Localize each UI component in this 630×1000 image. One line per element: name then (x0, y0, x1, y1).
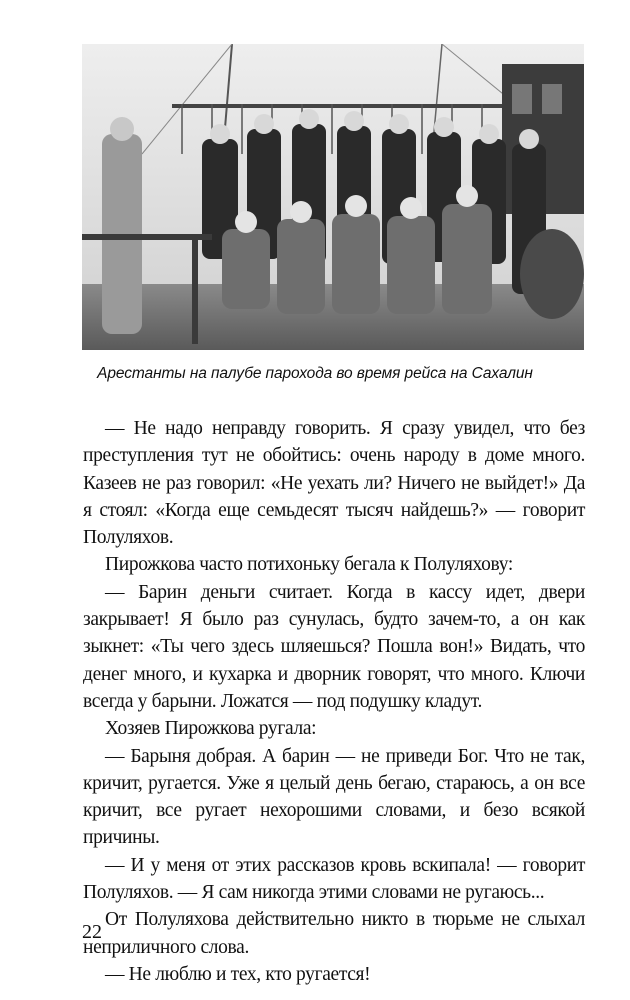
paragraph: — Барыня добрая. А барин — не приведи Бог. Что не так, кричит, ругается. Уже я целый день бегаю, стараюсь, а он все кричит, все ругает нехорошими словами, и безо всякой причины. (83, 745, 585, 849)
page-number: 22 (82, 921, 102, 943)
paragraph: — Не люблю и тех, кто ругается! (105, 963, 371, 985)
paragraph: Пирожкова часто потихоньку бегала к Полуляхову: (105, 554, 513, 576)
paragraph: От Полуляхова действительно никто в тюрьме не слыхал неприличного слова. (83, 909, 585, 958)
prisoners-photo (82, 44, 584, 350)
paragraph: — Не надо неправду говорить. Я сразу увидел, что без преступления тут не обойтись: очень народу в доме много. Казеев не раз говорил: «Не уехать ли? Ничего не выйдет!» Да я стоял: «Когда еще семьдесят тысяч найдешь?» — говорит Полуляхов. (83, 418, 585, 549)
paragraph: Хозяев Пирожкова ругала: (105, 718, 317, 740)
paragraph: — И у меня от этих рассказов кровь вскипала! — говорит Полуляхов. — Я сам никогда этими словами не ругаюсь... (83, 854, 585, 904)
photo-caption: Арестанты на палубе парохода во время рейса на Сахалин (97, 365, 533, 382)
body-text (83, 415, 585, 988)
paragraph: — Барин деньги считает. Когда в кассу идет, двери закрывает! Я было раз сунулась, будто зачем-то, а он как зыкнет: «Ты чего здесь шляешься? Пошла вон!» Видать, что денег много, и кухарка и дворник говорят, что много. Ключи всегда у барыни. Ложатся — под подушку кладут. (83, 581, 585, 712)
